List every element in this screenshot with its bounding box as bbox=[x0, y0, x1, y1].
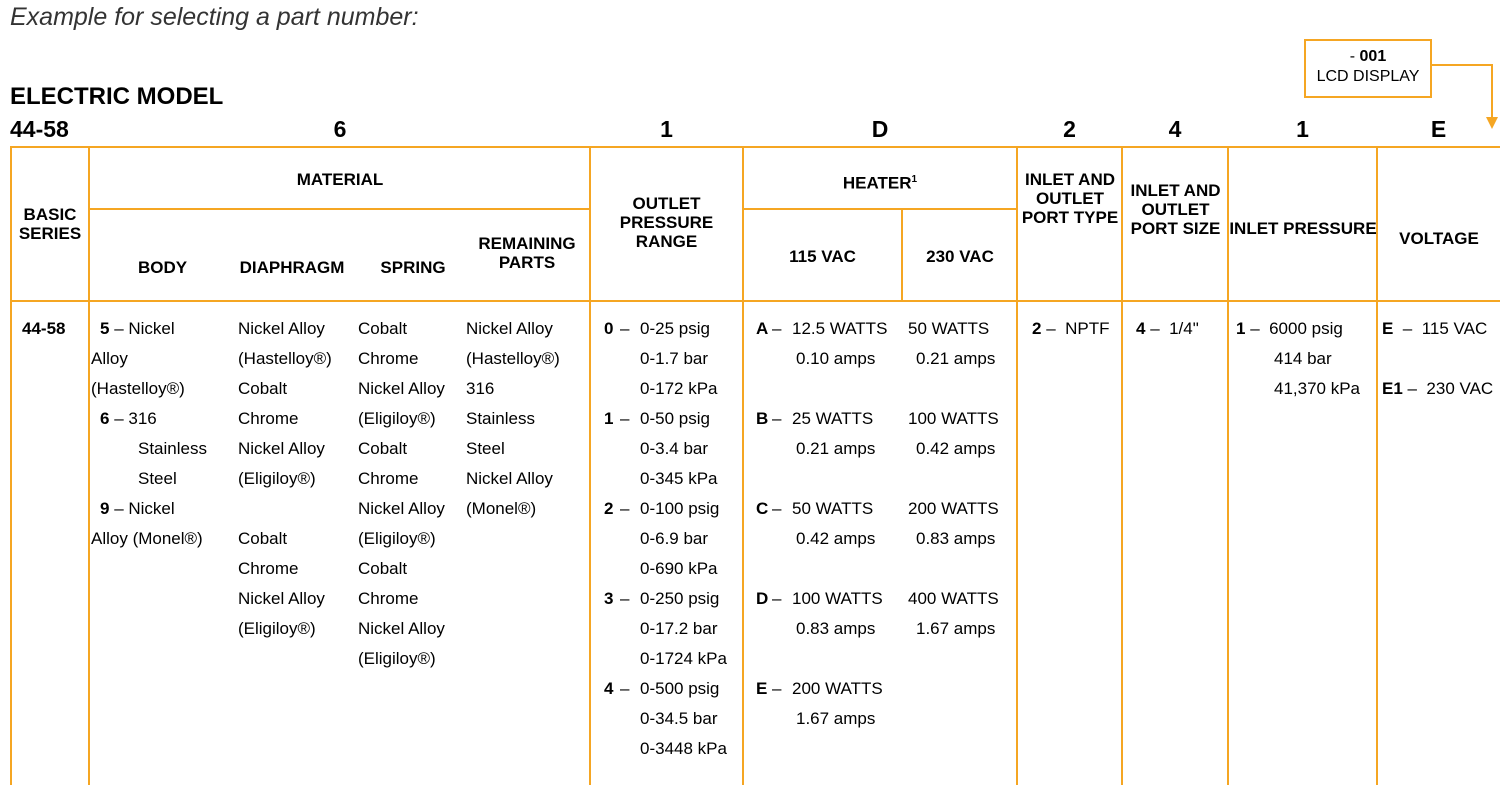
outlet-dash: – bbox=[620, 319, 630, 338]
heater-dash: – bbox=[772, 499, 782, 518]
part-code-inlet: 1 bbox=[1296, 116, 1309, 142]
voltage-option: E1 – 230 VAC bbox=[1382, 379, 1494, 398]
header-remaining-parts: REMAINING PARTS bbox=[478, 234, 576, 272]
part-code-port-size: 4 bbox=[1168, 116, 1182, 142]
lcd-code: 001 bbox=[1359, 48, 1387, 65]
outlet-dash: – bbox=[620, 499, 630, 518]
outlet-kpa: 0-1724 kPa bbox=[640, 649, 727, 668]
remaining-line: Nickel Alloy bbox=[466, 469, 553, 488]
part-code-port-type: 2 bbox=[1063, 116, 1076, 142]
part-code-heater: D bbox=[871, 116, 889, 142]
spring-line: Chrome bbox=[358, 349, 419, 368]
remaining-line: Nickel Alloy bbox=[466, 319, 553, 338]
outlet-dash: – bbox=[620, 679, 630, 698]
diaphragm-line: Chrome bbox=[238, 559, 299, 578]
heater-code: E bbox=[756, 679, 768, 698]
outlet-code: 3 bbox=[604, 589, 614, 608]
heater-230-amps: 0.42 amps bbox=[916, 439, 996, 458]
inlet-pressure-kpa: 41,370 kPa bbox=[1274, 379, 1361, 398]
header-voltage: VOLTAGE bbox=[1399, 229, 1479, 248]
body-option: 5 – Nickel bbox=[100, 319, 175, 338]
body-option: 6 – 316 bbox=[100, 409, 157, 428]
diaphragm-line: Nickel Alloy bbox=[238, 439, 325, 458]
remaining-line: Stainless bbox=[466, 409, 535, 428]
header-heater-footnote: 1 bbox=[911, 174, 918, 185]
spring-line: (Eligiloy®) bbox=[358, 529, 436, 548]
outlet-dash: – bbox=[620, 409, 630, 428]
heater-230-amps: 1.67 amps bbox=[916, 619, 996, 638]
part-code-voltage: E bbox=[1430, 116, 1447, 142]
diaphragm-line: (Eligiloy®) bbox=[238, 469, 316, 488]
heater-115-amps: 0.83 amps bbox=[796, 619, 876, 638]
header-body: BODY bbox=[137, 258, 188, 277]
diaphragm-line: (Hastelloy®) bbox=[238, 349, 332, 368]
outlet-kpa: 0-345 kPa bbox=[640, 469, 718, 488]
heater-230-watts: 50 WATTS bbox=[908, 319, 990, 338]
spring-line: Cobalt bbox=[358, 439, 408, 458]
spring-line: Nickel Alloy bbox=[358, 499, 445, 518]
outlet-code: 1 bbox=[604, 409, 614, 428]
heater-230-watts: 100 WATTS bbox=[908, 409, 999, 428]
header-230vac: 230 VAC bbox=[926, 247, 994, 266]
spring-line: Chrome bbox=[358, 589, 419, 608]
outlet-psig: 0-500 psig bbox=[640, 679, 720, 698]
lcd-label: LCD DISPLAY bbox=[1316, 68, 1420, 85]
heater-115-amps: 1.67 amps bbox=[796, 709, 876, 728]
body-option-text: Alloy bbox=[91, 349, 128, 368]
diaphragm-line: Nickel Alloy bbox=[238, 319, 325, 338]
heater-115-watts: 25 WATTS bbox=[792, 409, 874, 428]
body-option-text: Steel bbox=[138, 469, 177, 488]
diaphragm-line: (Eligiloy®) bbox=[238, 619, 316, 638]
voltage-option: E – 115 VAC bbox=[1382, 319, 1488, 338]
diaphragm-line: Cobalt bbox=[238, 379, 288, 398]
heater-230-amps: 0.83 amps bbox=[916, 529, 996, 548]
spring-line: Nickel Alloy bbox=[358, 379, 445, 398]
model-title: ELECTRIC MODEL bbox=[10, 83, 224, 110]
header-port-size: INLET AND OUTLET PORT SIZE bbox=[1130, 181, 1221, 238]
outlet-code: 4 bbox=[604, 679, 614, 698]
outlet-dash: – bbox=[620, 589, 630, 608]
col-border bbox=[88, 146, 90, 785]
heater-115-watts: 50 WATTS bbox=[792, 499, 874, 518]
heater-230-watts: 200 WATTS bbox=[908, 499, 999, 518]
outlet-kpa: 0-690 kPa bbox=[640, 559, 718, 578]
material-sub-border bbox=[90, 208, 590, 210]
spring-line: (Eligiloy®) bbox=[358, 649, 436, 668]
heater-115-amps: 0.10 amps bbox=[796, 349, 876, 368]
remaining-line: (Hastelloy®) bbox=[466, 349, 560, 368]
outlet-code: 0 bbox=[604, 319, 614, 338]
outlet-code: 2 bbox=[604, 499, 614, 518]
heater-sub-border bbox=[743, 208, 1017, 210]
header-heater bbox=[743, 170, 1017, 193]
header-inlet-pressure: INLET PRESSURE bbox=[1229, 219, 1377, 238]
header-basic-series: BASIC SERIES bbox=[18, 205, 82, 243]
diaphragm-line: Chrome bbox=[238, 409, 299, 428]
body-option-text: (Hastelloy®) bbox=[91, 379, 185, 398]
outlet-bar: 0-3.4 bar bbox=[640, 439, 709, 458]
diaphragm-line: Nickel Alloy bbox=[238, 589, 325, 608]
spring-line: Cobalt bbox=[358, 559, 408, 578]
outlet-kpa: 0-3448 kPa bbox=[640, 739, 727, 758]
header-spring: SPRING bbox=[380, 258, 446, 277]
heater-code: B bbox=[756, 409, 769, 428]
heater-dash: – bbox=[772, 679, 782, 698]
outlet-psig: 0-100 psig bbox=[640, 499, 720, 518]
header-heater-label: HEATER bbox=[842, 173, 912, 193]
heater-code: A bbox=[756, 319, 769, 338]
diaphragm-line bbox=[238, 494, 332, 524]
header-115vac: 115 VAC bbox=[789, 247, 856, 266]
outlet-psig: 0-25 psig bbox=[640, 319, 710, 338]
port-size-value: 4 – 1/4" bbox=[1136, 319, 1199, 338]
body-option-text: Stainless bbox=[138, 439, 207, 458]
outlet-bar: 0-6.9 bar bbox=[640, 529, 709, 548]
heater-115-amps: 0.21 amps bbox=[796, 439, 876, 458]
header-port-type: INLET AND OUTLET PORT TYPE bbox=[1021, 170, 1119, 227]
port-type-value: 2 – NPTF bbox=[1032, 319, 1110, 338]
outlet-psig: 0-50 psig bbox=[640, 409, 710, 428]
heater-230-watts: 400 WATTS bbox=[908, 589, 999, 608]
remaining-line: 316 bbox=[466, 379, 495, 398]
table-top-border bbox=[10, 146, 1500, 148]
inlet-pressure-bar: 414 bar bbox=[1274, 349, 1332, 368]
heater-230-amps: 0.21 amps bbox=[916, 349, 996, 368]
outlet-bar: 0-34.5 bar bbox=[640, 709, 718, 728]
header-diaphragm: DIAPHRAGM bbox=[239, 258, 345, 277]
heater-code: C bbox=[756, 499, 769, 518]
outlet-bar: 0-17.2 bar bbox=[640, 619, 718, 638]
part-code-material: 6 bbox=[333, 116, 347, 142]
lcd-display-box: - 001 LCD DISPLAY bbox=[1304, 39, 1432, 98]
intro-text: Example for selecting a part number: bbox=[10, 3, 419, 31]
spring-list bbox=[358, 314, 445, 674]
header-bottom-border bbox=[10, 300, 1500, 302]
heater-115-watts: 100 WATTS bbox=[792, 589, 883, 608]
heater-dash: – bbox=[772, 409, 782, 428]
col-border bbox=[1016, 146, 1018, 785]
body-option-text: Alloy (Monel®) bbox=[91, 529, 203, 548]
heater-115-watts: 200 WATTS bbox=[792, 679, 883, 698]
heater-115-amps: 0.42 amps bbox=[796, 529, 876, 548]
outlet-bar: 0-1.7 bar bbox=[640, 349, 709, 368]
spring-line: Chrome bbox=[358, 469, 419, 488]
part-code-series: 44-58 bbox=[10, 116, 69, 142]
heater-dash: – bbox=[772, 589, 782, 608]
spring-line: Cobalt bbox=[358, 319, 408, 338]
remaining-line: Steel bbox=[466, 439, 505, 458]
heater-115-watts: 12.5 WATTS bbox=[792, 319, 888, 338]
outlet-psig: 0-250 psig bbox=[640, 589, 720, 608]
inlet-pressure-value: 1 – 6000 psig bbox=[1236, 319, 1343, 338]
remaining-line: (Monel®) bbox=[466, 499, 537, 518]
heater-dash: – bbox=[772, 319, 782, 338]
remaining-parts-list bbox=[466, 314, 560, 524]
basic-series-value: 44-58 bbox=[22, 319, 66, 338]
part-code-outlet: 1 bbox=[660, 116, 673, 142]
diaphragm-line: Cobalt bbox=[238, 529, 288, 548]
header-material: MATERIAL bbox=[296, 170, 384, 189]
heater-code: D bbox=[756, 589, 769, 608]
body-option: 9 – Nickel bbox=[100, 499, 175, 518]
spring-line: Nickel Alloy bbox=[358, 619, 445, 638]
col-border bbox=[1121, 146, 1123, 785]
outlet-kpa: 0-172 kPa bbox=[640, 379, 718, 398]
col-border bbox=[1227, 146, 1229, 785]
header-outlet-pressure: OUTLET PRESSURE RANGE bbox=[619, 194, 714, 251]
spring-line: (Eligiloy®) bbox=[358, 409, 436, 428]
diaphragm-list bbox=[238, 314, 332, 644]
